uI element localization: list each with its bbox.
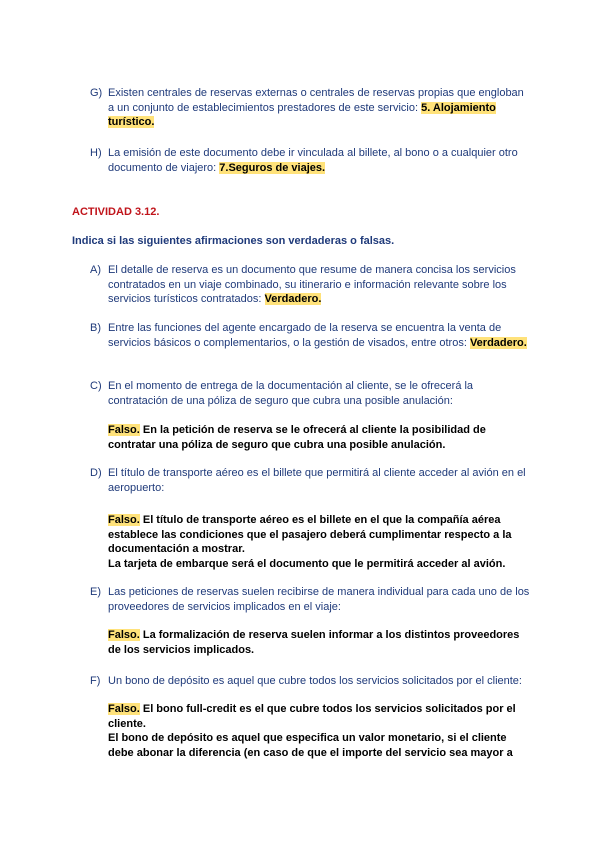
item-text: Entre las funciones del agente encargado de la reserva se encuentra la venta de servicios básicos o complementarios, o la gestión de visados, entre otros: [108,322,502,349]
answer-d [108,513,528,571]
answer-explanation-2: La tarjeta de embarque será el documento que le permitirá acceder al avión. [108,557,506,570]
answer-explanation: La formalización de reserva suelen informar a los distintos proveedores de los servicios implicados. [108,629,520,656]
item-letter: D) [90,467,102,479]
item-answer: 5. Alojamiento turístico. [108,101,496,128]
item-letter: B) [90,322,101,334]
verdict-label: Falso. [108,514,140,526]
list-item-b [90,321,530,350]
item-letter: F) [90,675,101,687]
item-answer: Verdadero. [264,293,322,305]
list-item-c [90,379,530,408]
verdict-label: Falso. [108,703,140,715]
item-text: El detalle de reserva es un documento que resume de manera concisa los servicios contratados en un viaje combinado, su itinerario e información relevante sobre los servicios turísticos contratados: [108,264,516,305]
item-text: La emisión de este documento debe ir vinculada al billete, al bono o a cualquier otro documento de viajero: [108,147,518,174]
item-text: El título de transporte aéreo es el billete que permitirá al cliente acceder al avión en el aeropuerto: [108,467,526,494]
list-item-f [90,674,530,689]
answer-explanation: En la petición de reserva se le ofrecerá al cliente la posibilidad de contratar una póliza de seguro que cubra una posible anulación. [108,424,486,451]
item-text: Las peticiones de reservas suelen recibirse de manera individual para cada uno de los proveedores de servicios implicados en el viaje: [108,586,530,613]
answer-f [108,702,528,760]
item-text: En el momento de entrega de la documentación al cliente, se le ofrecerá la contratación de una póliza de seguro que cubra una posible anulación: [108,380,474,407]
item-letter: H) [90,147,102,159]
answer-explanation: El bono full-credit es el que cubre todos los servicios solicitados por el cliente. [108,703,516,730]
item-text: Existen centrales de reservas externas o centrales de reservas propias que engloban a un conjunto de establecimientos prestadores de este servicio: [108,87,524,114]
answer-c [108,423,528,452]
item-text: Un bono de depósito es aquel que cubre todos los servicios solicitados por el cliente: [108,675,522,687]
list-item-d [90,466,530,495]
item-answer: 7.Seguros de viajes. [219,161,326,174]
list-item-e [90,585,530,614]
list-item-h [90,146,530,175]
activity-instruction: Indica si las siguientes afirmaciones son verdaderas o falsas. [72,235,395,247]
item-answer: Verdadero. [469,336,527,349]
verdict-label: Falso. [108,424,140,436]
item-letter: A) [90,264,101,276]
activity-title: ACTIVIDAD 3.12. [72,206,160,218]
answer-explanation-2: El bono de depósito es aquel que especifica un valor monetario, si el cliente debe abonar la diferencia (en caso de que el importe del servicio sea mayor a [108,732,513,759]
item-letter: C) [90,380,102,392]
verdict-label: Falso. [108,629,140,641]
item-letter: E) [90,586,101,598]
item-letter: G) [90,87,103,99]
list-item-g [90,86,530,130]
list-item-a [90,263,530,307]
answer-explanation: El título de transporte aéreo es el billete en el que la compañía aérea establece las condiciones que el pasajero deberá cumplimentar respecto a la documentación a mostrar. [108,514,512,555]
answer-e [108,628,528,657]
